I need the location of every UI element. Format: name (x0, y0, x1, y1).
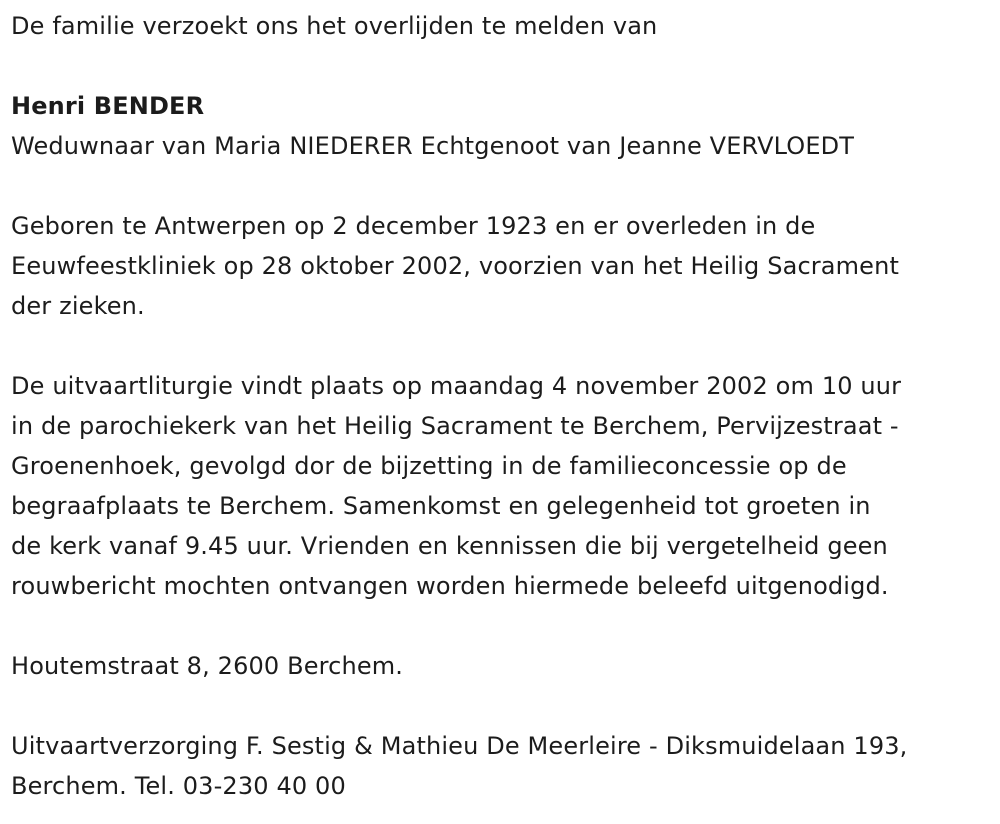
intro-text: De familie verzoekt ons het overlijden te melden van (11, 12, 658, 40)
undertaker-paragraph (11, 726, 990, 806)
address-paragraph (11, 646, 990, 686)
deceased-name: Henri BENDER (11, 92, 205, 120)
funeral-paragraph (11, 366, 990, 606)
paragraph-line: Eeuwfeestkliniek op 28 oktober 2002, voorzien van het Heilig Sacrament (11, 252, 900, 280)
paragraph-line: rouwbericht mochten ontvangen worden hiermede beleefd uitgenodigd. (11, 572, 889, 600)
address-text: Houtemstraat 8, 2600 Berchem. (11, 652, 404, 680)
paragraph-line: Groenenhoek, gevolgd dor de bijzetting in de familieconcessie op de (11, 452, 847, 480)
paragraph-line: begraafplaats te Berchem. Samenkomst en gelegenheid tot groeten in (11, 492, 871, 520)
paragraph-line: in de parochiekerk van het Heilig Sacrament te Berchem, Pervijzestraat - (11, 412, 899, 440)
paragraph-line: Berchem. Tel. 03-230 40 00 (11, 772, 346, 800)
relations-text: Weduwnaar van Maria NIEDERER Echtgenoot van Jeanne VERVLOEDT (11, 132, 855, 160)
paragraph-line: der zieken. (11, 292, 145, 320)
paragraph-line: de kerk vanaf 9.45 uur. Vrienden en kennissen die bij vergetelheid geen (11, 532, 888, 560)
paragraph-line: Geboren te Antwerpen op 2 december 1923 en er overleden in de (11, 212, 816, 240)
paragraph-line: De uitvaartliturgie vindt plaats op maandag 4 november 2002 om 10 uur (11, 372, 902, 400)
paragraph-line: Uitvaartverzorging F. Sestig & Mathieu De Meerleire - Diksmuidelaan 193, (11, 732, 908, 760)
birth-death-paragraph (11, 206, 990, 326)
